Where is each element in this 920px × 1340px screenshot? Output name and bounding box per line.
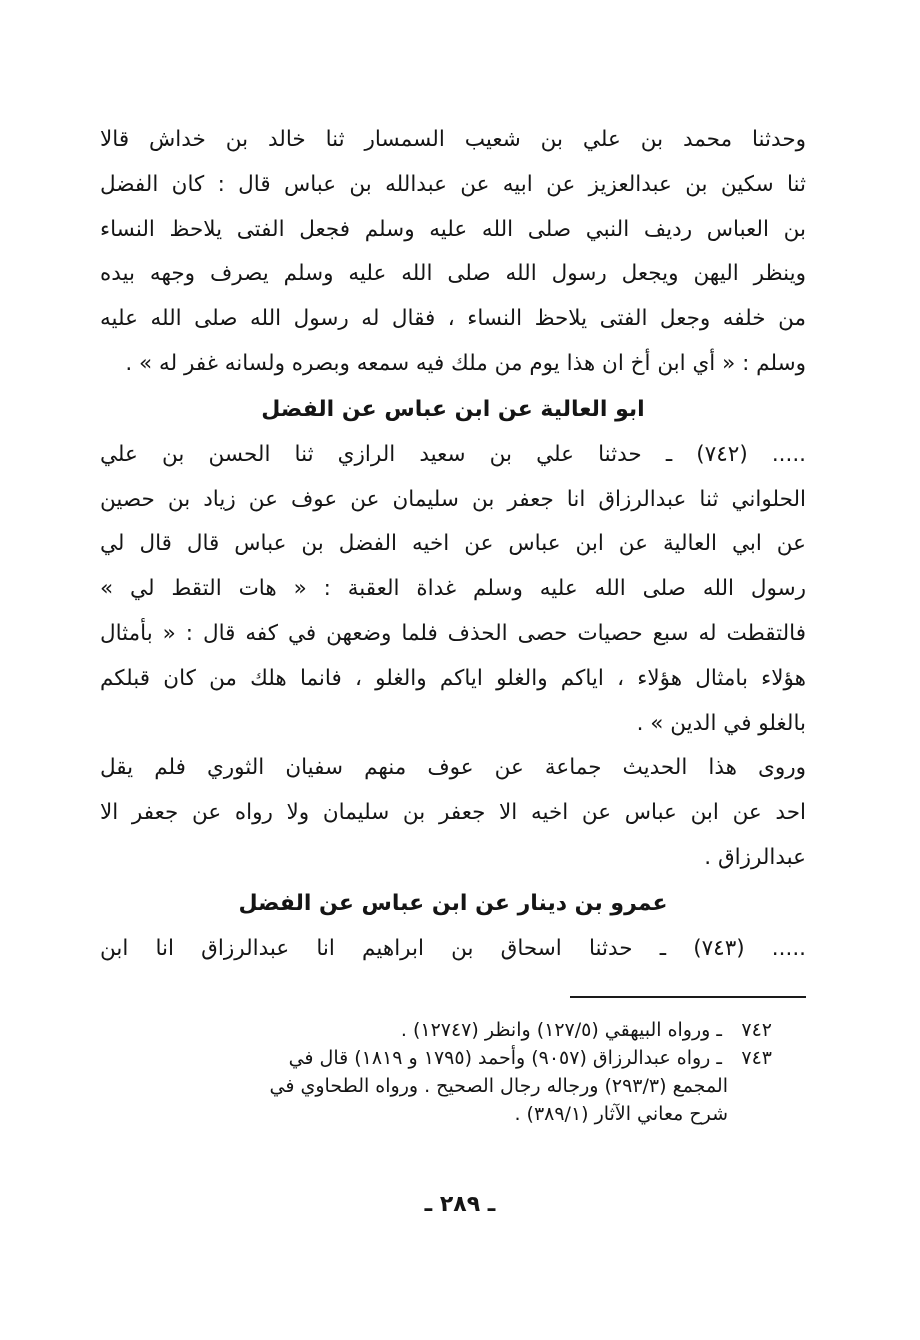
text-line: وروى هذا الحديث جماعة عن عوف منهم سفيان الثوري فلم يقل: [100, 755, 806, 781]
text-line: الحلواني ثنا عبدالرزاق انا جعفر بن سليمان عن عوف عن زياد بن حصين: [100, 486, 806, 512]
footnote-743-continued: [100, 1072, 772, 1100]
text-line: بن العباس رديف النبي صلى الله عليه وسلم فجعل الفتى يلاحظ النساء: [100, 216, 806, 242]
text-line: من خلفه وجعل الفتى يلاحظ النساء ، فقال له رسول الله صلى الله عليه: [100, 306, 806, 332]
hadith-paragraph-2: [100, 433, 806, 747]
footnote-number: ٧٤٢: [741, 1019, 772, 1041]
text-line: عن ابي العالية عن ابن عباس عن اخيه الفضل بن عباس قال قال لي: [100, 531, 806, 557]
text-line: احد عن ابن عباس عن اخيه الا جعفر بن سليمان ولا رواه عن جعفر الا: [100, 800, 806, 826]
page-number: ـ ٢٨٩ ـ: [424, 1192, 496, 1217]
text-line: رسول الله صلى الله عليه وسلم غداة العقبة : « هات التقط لي »: [100, 576, 806, 602]
footnotes: [100, 1016, 772, 1128]
text-line: ..... (٧٤٣) ـ حدثنا اسحاق بن ابراهيم انا عبدالرزاق انا ابن: [100, 935, 806, 961]
text-line: وحدثنا محمد بن علي بن شعيب السمسار ثنا خالد بن خداش قالا: [100, 127, 806, 152]
footnote-742: [100, 1016, 772, 1044]
section-heading-1: ابو العالية عن ابن عباس عن الفضل: [261, 396, 645, 422]
text-line: وسلم : « أي ابن أخ ان هذا يوم من ملك فيه سمعه وبصره ولسانه غفر له » .: [125, 350, 806, 376]
text-line: فالتقطت له سبع حصيات حصى الحذف فلما وضعهن في كفه قال : « بأمثال: [100, 620, 806, 646]
footnote-separator: [570, 996, 806, 998]
hadith-paragraph-3: [100, 927, 806, 972]
footnote-743-continued: [100, 1100, 772, 1128]
text-line: ..... (٧٤٢) ـ حدثنا علي بن سعيد الرازي ثنا الحسن بن علي: [100, 441, 806, 467]
footnote-text: ـ ورواه البيهقي (١٢٧/٥) وانظر (١٢٧٤٧) .: [400, 1019, 722, 1041]
footnote-number: ٧٤٣: [741, 1047, 772, 1069]
commentary-paragraph: [100, 746, 806, 880]
text-line: بالغلو في الدين » .: [636, 710, 806, 736]
section-heading-2: عمرو بن دينار عن ابن عباس عن الفضل: [238, 890, 668, 916]
main-text: [100, 118, 806, 972]
text-line: ثنا سكين بن عبدالعزيز عن ابيه عن عبدالله بن عباس قال : كان الفضل: [100, 171, 806, 197]
footnote-text: ـ رواه عبدالرزاق (٩٠٥٧) وأحمد (١٧٩٥ و ١٨١٩) قال في: [288, 1047, 722, 1069]
text-line: وينظر اليهن ويجعل رسول الله صلى الله عليه وسلم يصرف وجهه بيده: [100, 261, 806, 287]
footnote-text: المجمع (٢٩٣/٣) ورجاله رجال الصحيح . ورواه الطحاوي في: [269, 1075, 728, 1097]
hadith-paragraph-1: [100, 118, 806, 387]
footnote-743: [100, 1044, 772, 1072]
footnote-text: شرح معاني الآثار (٣٨٩/١) .: [514, 1103, 728, 1125]
text-line: هؤلاء بامثال هؤلاء ، اياكم والغلو اياكم والغلو ، فانما هلك من كان قبلكم: [100, 665, 806, 691]
text-line: عبدالرزاق .: [704, 844, 806, 870]
